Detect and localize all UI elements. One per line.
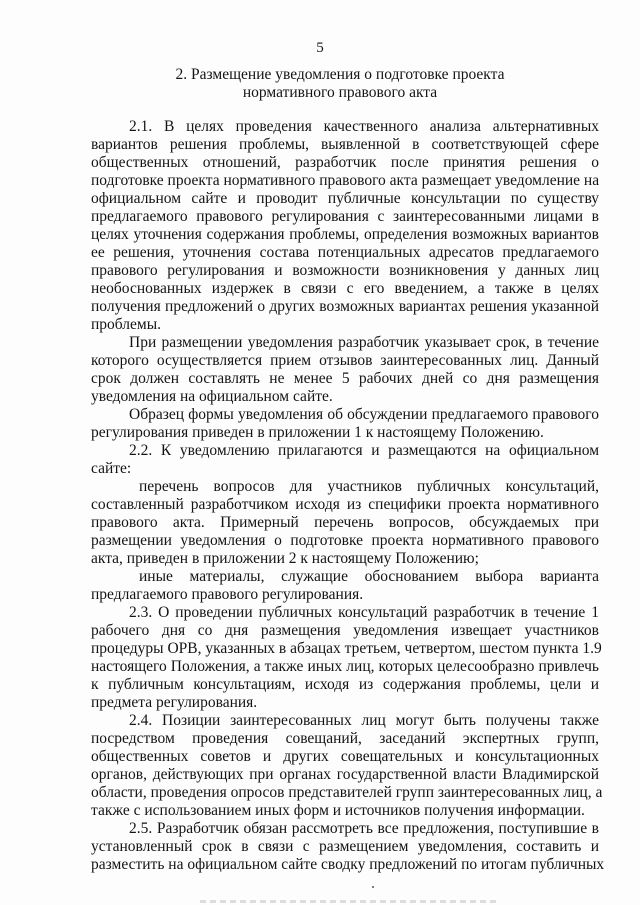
text-line: 2.5. Разработчик обязан рассмотреть все предложения, поступившие в — [129, 820, 599, 837]
page-number: 5 — [316, 40, 324, 56]
paragraph-form-sample — [91, 406, 599, 442]
text-line: иные материалы, служащие обоснованием выбора варианта — [139, 568, 599, 585]
text-line: к публичным консультациям, исходя из содержания проблемы, цели и — [91, 676, 599, 693]
text-line: регулирования приведен в приложении 1 к настоящему Положению. — [91, 424, 544, 441]
text-line: предлагаемого правового регулирования. — [91, 586, 364, 603]
text-line: установленный срок в связи с размещением уведомления, составить и — [91, 838, 599, 855]
text-line: предлагаемого правового регулирования с заинтересованными лицами в — [91, 208, 599, 225]
text-line: ее решения, уточнения состава потенциальных адресатов предлагаемого — [91, 244, 599, 261]
paragraph-2-5 — [91, 820, 605, 874]
text-line: вариантов решения проблемы, выявленной в соответствующей сфере — [91, 136, 599, 153]
text-line: предмета регулирования. — [91, 694, 258, 711]
text-line: которого осуществляется прием отзывов заинтересованных лиц. Данный — [91, 352, 599, 369]
text-line: настоящего Положения, а также иных лиц, которых целесообразно привлечь — [91, 658, 599, 675]
text-line: 2.3. О проведении публичных консультаций разработчик в течение 1 — [129, 604, 599, 621]
text-line: подготовке проекта нормативного правового акта размещает уведомление на — [91, 172, 600, 189]
text-line: общественных советов и других совещательных и консультационных — [91, 748, 599, 765]
text-line: 2.2. К уведомлению прилагаются и размещаются на официальном — [129, 442, 599, 459]
text-line: общественных отношений, разработчик после принятия решения о — [91, 154, 599, 171]
section-heading-line-1: 2. Размещение уведомления о подготовке проекта — [175, 66, 505, 83]
text-line: 2.1. В целях проведения качественного анализа альтернативных — [129, 118, 599, 135]
text-line: официальном сайте и проводит публичные консультации по существу — [91, 190, 599, 207]
paragraph-2-4 — [91, 712, 603, 820]
text-line: При размещении уведомления разработчик указывает срок, в течение — [129, 334, 599, 351]
text-line: 2.4. Позиции заинтересованных лиц могут быть получены также — [129, 712, 599, 729]
text-line: получения предложений о других возможных вариантах решения указанной — [91, 298, 599, 315]
text-line: правового акта. Примерный перечень вопросов, обсуждаемых при — [91, 514, 599, 531]
scan-edge-artifact — [200, 900, 500, 903]
text-line: проблемы. — [91, 316, 162, 333]
text-line: размещении уведомления о подготовке проекта нормативного правового — [91, 532, 599, 549]
text-line: органов, действующих при органах государственной власти Владимирской — [91, 766, 599, 783]
paragraph-2-2 — [91, 442, 599, 478]
paragraph-other-materials — [91, 568, 599, 604]
text-line: разместить на официальном сайте сводку предложений по итогам публичных — [91, 856, 605, 873]
text-line: составленный разработчиком исходя из специфики проекта нормативного — [91, 496, 599, 513]
text-line: перечень вопросов для участников публичных консультаций, — [139, 478, 599, 495]
text-line: акта, приведен в приложении 2 к настоящему Положению; — [91, 550, 479, 567]
text-line: правового регулирования и возможности возникновения у данных лиц — [91, 262, 599, 279]
paragraph-deadline — [91, 334, 599, 406]
text-line: посредством проведения совещаний, заседаний экспертных групп, — [91, 730, 599, 747]
text-line: рабочего дня со дня размещения уведомления извещает участников — [91, 622, 599, 639]
paragraph-question-list — [91, 478, 599, 568]
section-heading-line-2: нормативного правового акта — [242, 84, 438, 101]
text-line: Образец формы уведомления об обсуждении предлагаемого правового — [129, 406, 599, 423]
text-line: необоснованных издержек в связи с его введением, а также в целях — [91, 280, 599, 297]
scan-speck — [372, 886, 374, 888]
text-line: также с использованием иных форм и источников получения информации. — [91, 802, 585, 819]
section-heading — [60, 66, 620, 102]
text-line: уведомления на официальном сайте. — [91, 388, 333, 405]
text-line: процедуры ОРВ, указанных в абзацах третьем, четвертом, шестом пункта 1.9 — [91, 640, 602, 657]
paragraph-2-1 — [91, 118, 599, 334]
text-line: области, проведения опросов представителей групп заинтересованных лиц, а — [91, 784, 603, 801]
text-line: целях уточнения содержания проблемы, определения возможных вариантов — [91, 226, 599, 243]
document-body — [91, 118, 605, 874]
paragraph-2-3 — [91, 604, 602, 712]
text-line: сайте: — [91, 460, 132, 477]
text-line: срок должен составлять не менее 5 рабочих дней со дня размещения — [91, 370, 599, 387]
